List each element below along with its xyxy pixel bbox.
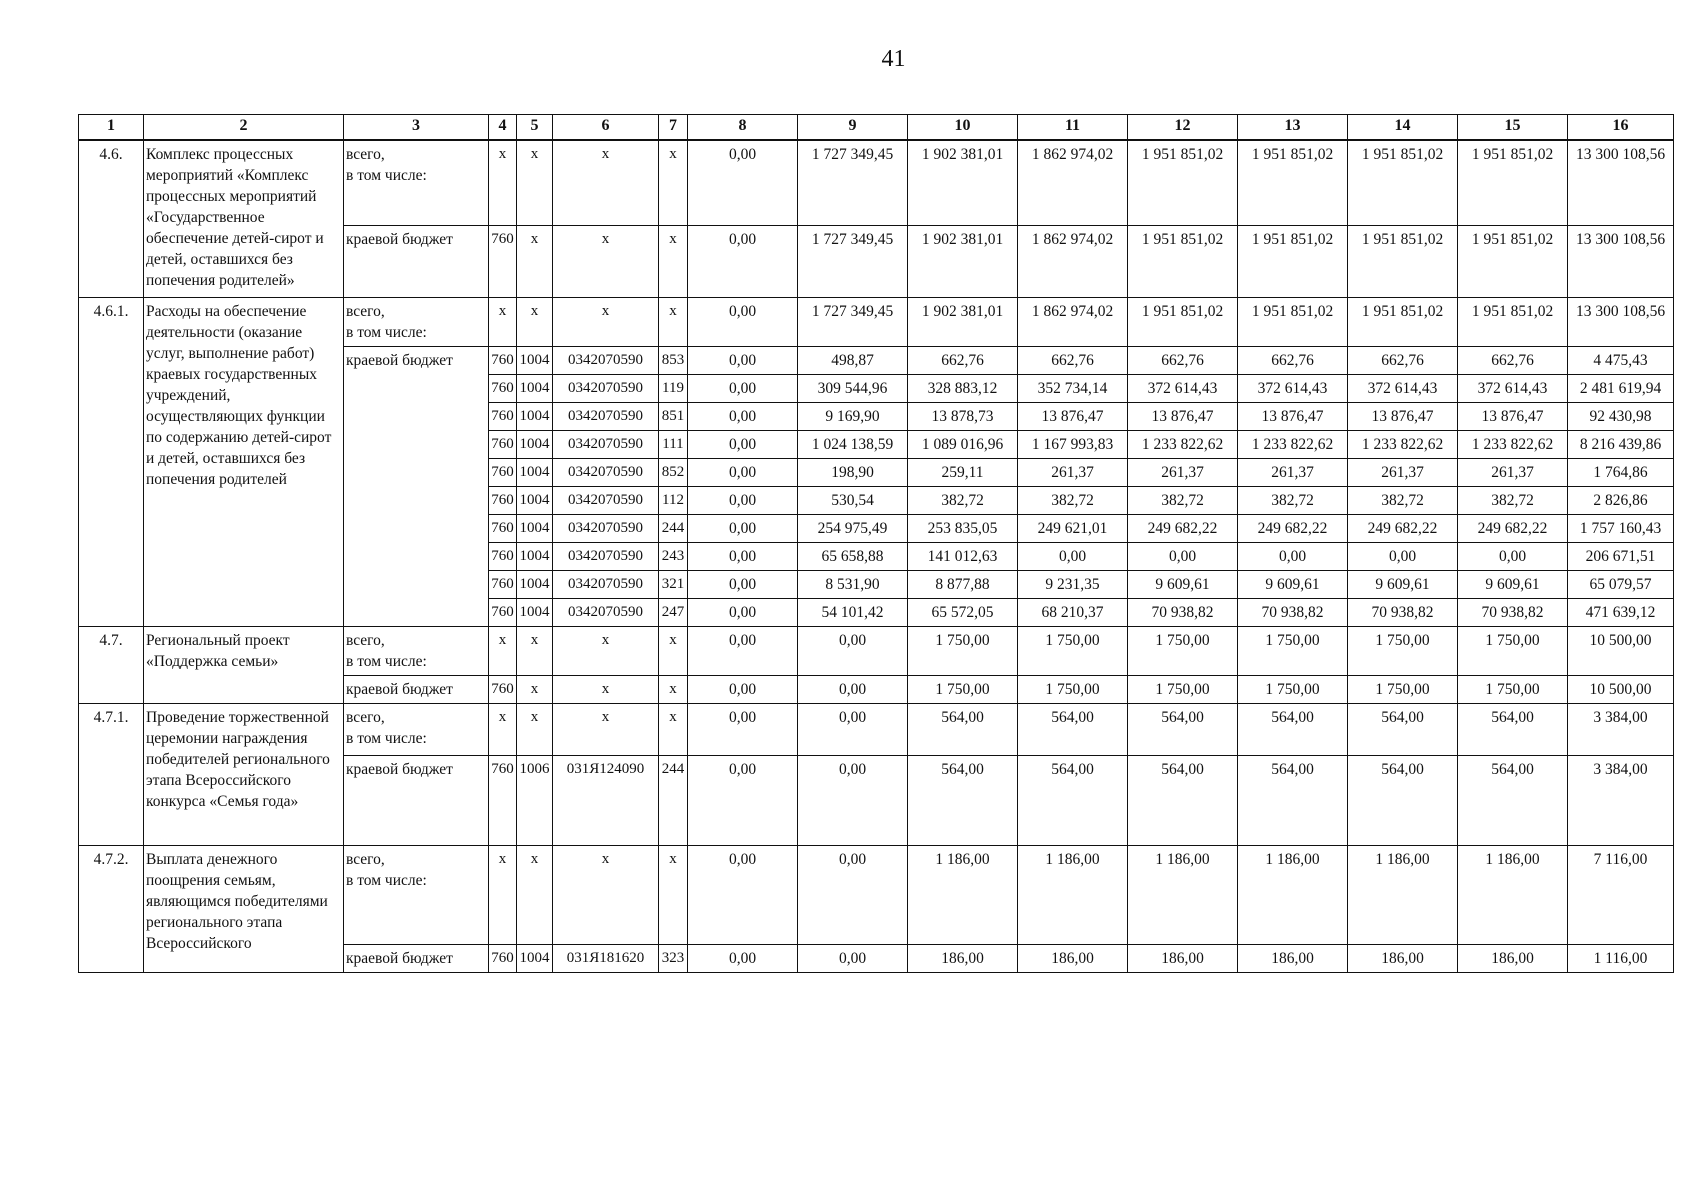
amount-cell: 662,76 [1348,347,1458,375]
amount-cell: 564,00 [1458,756,1568,846]
amount-cell: 1 951 851,02 [1238,298,1348,347]
amount-cell: 92 430,98 [1568,403,1674,431]
amount-cell: 0,00 [798,945,908,973]
funding-source: всего, в том числе: [344,704,489,756]
code-section: x [517,226,553,298]
amount-cell: 1 750,00 [1128,627,1238,676]
amount-cell: 1 186,00 [1458,846,1568,945]
amount-cell: 1 750,00 [1458,627,1568,676]
amount-cell: 662,76 [1018,347,1128,375]
amount-cell: 0,00 [688,571,798,599]
amount-cell: 0,00 [688,676,798,704]
amount-cell: 662,76 [1458,347,1568,375]
amount-cell: 13 300 108,56 [1568,140,1674,226]
amount-cell: 1 750,00 [1348,676,1458,704]
amount-cell: 70 938,82 [1128,599,1238,627]
amount-cell: 9 609,61 [1348,571,1458,599]
code-expense-type: x [659,704,688,756]
amount-cell: 564,00 [1128,704,1238,756]
amount-cell: 13 878,73 [908,403,1018,431]
amount-cell: 662,76 [908,347,1018,375]
amount-cell: 1 902 381,01 [908,226,1018,298]
amount-cell: 9 231,35 [1018,571,1128,599]
amount-cell: 65 658,88 [798,543,908,571]
code-target: x [553,846,659,945]
amount-cell: 1 951 851,02 [1128,226,1238,298]
amount-cell: 1 750,00 [1018,627,1128,676]
amount-cell: 564,00 [1348,704,1458,756]
amount-cell: 0,00 [688,459,798,487]
amount-cell: 564,00 [1348,756,1458,846]
amount-cell: 1 727 349,45 [798,298,908,347]
amount-cell: 0,00 [1128,543,1238,571]
amount-cell: 1 862 974,02 [1018,140,1128,226]
code-grbs: x [489,846,517,945]
amount-cell: 1 186,00 [1348,846,1458,945]
amount-cell: 3 384,00 [1568,756,1674,846]
amount-cell: 13 876,47 [1348,403,1458,431]
amount-cell: 1 116,00 [1568,945,1674,973]
amount-cell: 1 951 851,02 [1348,226,1458,298]
amount-cell: 1 902 381,01 [908,298,1018,347]
column-header: 9 [798,115,908,141]
code-expense-type: 243 [659,543,688,571]
row-number: 4.7.1. [79,704,144,846]
amount-cell: 65 572,05 [908,599,1018,627]
code-grbs: x [489,298,517,347]
amount-cell: 328 883,12 [908,375,1018,403]
amount-cell: 141 012,63 [908,543,1018,571]
code-section: 1004 [517,375,553,403]
code-expense-type: x [659,226,688,298]
amount-cell: 382,72 [1018,487,1128,515]
code-grbs: 760 [489,459,517,487]
amount-cell: 1 951 851,02 [1238,226,1348,298]
amount-cell: 0,00 [688,756,798,846]
amount-cell: 1 186,00 [1238,846,1348,945]
code-target: 0342070590 [553,571,659,599]
row-name: Проведение торжественной церемонии награждения победителей регионального этапа Всероссийского конкурса «Семья года» [144,704,344,846]
table-row [79,298,1674,347]
amount-cell: 1 233 822,62 [1238,431,1348,459]
code-section: x [517,676,553,704]
amount-cell: 206 671,51 [1568,543,1674,571]
column-header: 4 [489,115,517,141]
amount-cell: 471 639,12 [1568,599,1674,627]
amount-cell: 1 186,00 [1018,846,1128,945]
amount-cell: 1 951 851,02 [1348,298,1458,347]
amount-cell: 0,00 [798,756,908,846]
code-target: 0342070590 [553,403,659,431]
column-header: 16 [1568,115,1674,141]
amount-cell: 186,00 [1348,945,1458,973]
code-grbs: 760 [489,756,517,846]
amount-cell: 7 116,00 [1568,846,1674,945]
table-row [79,627,1674,676]
amount-cell: 564,00 [1458,704,1568,756]
amount-cell: 261,37 [1018,459,1128,487]
amount-cell: 1 750,00 [1458,676,1568,704]
column-header: 11 [1018,115,1128,141]
column-header: 15 [1458,115,1568,141]
code-grbs: 760 [489,347,517,375]
amount-cell: 253 835,05 [908,515,1018,543]
amount-cell: 1 233 822,62 [1348,431,1458,459]
amount-cell: 9 609,61 [1128,571,1238,599]
column-header: 10 [908,115,1018,141]
amount-cell: 0,00 [688,846,798,945]
amount-cell: 8 216 439,86 [1568,431,1674,459]
amount-cell: 382,72 [908,487,1018,515]
amount-cell: 1 862 974,02 [1018,226,1128,298]
table-row [79,704,1674,756]
amount-cell: 564,00 [1018,756,1128,846]
code-grbs: 760 [489,676,517,704]
amount-cell: 1 186,00 [1128,846,1238,945]
amount-cell: 1 750,00 [1238,627,1348,676]
code-grbs: 760 [489,515,517,543]
code-target: 0342070590 [553,431,659,459]
code-expense-type: 244 [659,515,688,543]
row-name: Региональный проект «Поддержка семьи» [144,627,344,704]
amount-cell: 261,37 [1348,459,1458,487]
amount-cell: 13 300 108,56 [1568,298,1674,347]
amount-cell: 662,76 [1238,347,1348,375]
amount-cell: 1 951 851,02 [1128,140,1238,226]
code-target: x [553,676,659,704]
amount-cell: 372 614,43 [1458,375,1568,403]
funding-source: краевой бюджет [344,347,489,627]
amount-cell: 382,72 [1458,487,1568,515]
code-section: x [517,704,553,756]
amount-cell: 564,00 [908,756,1018,846]
code-target: x [553,140,659,226]
amount-cell: 54 101,42 [798,599,908,627]
code-expense-type: 112 [659,487,688,515]
amount-cell: 382,72 [1238,487,1348,515]
amount-cell: 1 750,00 [1018,676,1128,704]
amount-cell: 0,00 [688,375,798,403]
amount-cell: 1 951 851,02 [1128,298,1238,347]
table-body [79,140,1674,973]
amount-cell: 0,00 [1018,543,1128,571]
code-section: 1004 [517,599,553,627]
amount-cell: 382,72 [1128,487,1238,515]
code-target: 031Я124090 [553,756,659,846]
code-section: x [517,140,553,226]
code-target: x [553,704,659,756]
amount-cell: 1 951 851,02 [1238,140,1348,226]
amount-cell: 0,00 [798,676,908,704]
amount-cell: 70 938,82 [1238,599,1348,627]
amount-cell: 530,54 [798,487,908,515]
amount-cell: 186,00 [1238,945,1348,973]
amount-cell: 0,00 [688,140,798,226]
row-number: 4.7.2. [79,846,144,973]
code-section: x [517,627,553,676]
code-target: 0342070590 [553,543,659,571]
amount-cell: 186,00 [1458,945,1568,973]
code-grbs: x [489,140,517,226]
code-expense-type: 111 [659,431,688,459]
amount-cell: 186,00 [908,945,1018,973]
amount-cell: 372 614,43 [1128,375,1238,403]
funding-source: всего, в том числе: [344,140,489,226]
code-expense-type: 119 [659,375,688,403]
code-target: 0342070590 [553,375,659,403]
amount-cell: 13 876,47 [1238,403,1348,431]
amount-cell: 0,00 [688,627,798,676]
amount-cell: 186,00 [1018,945,1128,973]
amount-cell: 0,00 [688,515,798,543]
amount-cell: 1 902 381,01 [908,140,1018,226]
amount-cell: 9 609,61 [1238,571,1348,599]
amount-cell: 261,37 [1128,459,1238,487]
amount-cell: 564,00 [1238,756,1348,846]
code-section: 1004 [517,515,553,543]
amount-cell: 372 614,43 [1238,375,1348,403]
code-grbs: 760 [489,375,517,403]
column-header: 5 [517,115,553,141]
amount-cell: 1 233 822,62 [1128,431,1238,459]
code-section: 1004 [517,403,553,431]
amount-cell: 8 531,90 [798,571,908,599]
code-grbs: x [489,627,517,676]
code-grbs: 760 [489,431,517,459]
amount-cell: 1 750,00 [1238,676,1348,704]
amount-cell: 372 614,43 [1348,375,1458,403]
amount-cell: 13 300 108,56 [1568,226,1674,298]
code-section: 1006 [517,756,553,846]
code-grbs: 760 [489,226,517,298]
funding-source: всего, в том числе: [344,627,489,676]
amount-cell: 261,37 [1238,459,1348,487]
amount-cell: 0,00 [688,347,798,375]
code-target: x [553,226,659,298]
funding-source: всего, в том числе: [344,846,489,945]
amount-cell: 0,00 [798,627,908,676]
amount-cell: 1 750,00 [1348,627,1458,676]
amount-cell: 10 500,00 [1568,627,1674,676]
code-expense-type: x [659,846,688,945]
funding-source: краевой бюджет [344,226,489,298]
amount-cell: 1 186,00 [908,846,1018,945]
code-section: 1004 [517,459,553,487]
header-row [79,115,1674,141]
amount-cell: 1 750,00 [908,676,1018,704]
code-expense-type: 247 [659,599,688,627]
code-grbs: 760 [489,543,517,571]
code-section: x [517,846,553,945]
amount-cell: 498,87 [798,347,908,375]
amount-cell: 0,00 [1238,543,1348,571]
row-number: 4.7. [79,627,144,704]
amount-cell: 65 079,57 [1568,571,1674,599]
row-name: Выплата денежного поощрения семьям, являющимся победителями регионального этапа Всероссийского [144,846,344,973]
amount-cell: 68 210,37 [1018,599,1128,627]
amount-cell: 1 951 851,02 [1458,140,1568,226]
amount-cell: 662,76 [1128,347,1238,375]
column-header: 13 [1238,115,1348,141]
amount-cell: 1 233 822,62 [1458,431,1568,459]
amount-cell: 0,00 [688,431,798,459]
code-target: 0342070590 [553,347,659,375]
amount-cell: 8 877,88 [908,571,1018,599]
amount-cell: 1 757 160,43 [1568,515,1674,543]
row-number: 4.6. [79,140,144,298]
code-expense-type: 853 [659,347,688,375]
code-target: x [553,627,659,676]
amount-cell: 1 750,00 [908,627,1018,676]
amount-cell: 564,00 [908,704,1018,756]
amount-cell: 259,11 [908,459,1018,487]
amount-cell: 2 481 619,94 [1568,375,1674,403]
code-expense-type: 321 [659,571,688,599]
amount-cell: 1 862 974,02 [1018,298,1128,347]
amount-cell: 0,00 [1458,543,1568,571]
code-expense-type: 323 [659,945,688,973]
code-target: x [553,298,659,347]
amount-cell: 0,00 [798,704,908,756]
budget-table [78,114,1674,973]
code-grbs: 760 [489,403,517,431]
amount-cell: 10 500,00 [1568,676,1674,704]
amount-cell: 4 475,43 [1568,347,1674,375]
code-target: 0342070590 [553,487,659,515]
amount-cell: 186,00 [1128,945,1238,973]
funding-source: всего, в том числе: [344,298,489,347]
column-header: 1 [79,115,144,141]
amount-cell: 3 384,00 [1568,704,1674,756]
row-name: Комплекс процессных мероприятий «Комплекс процессных мероприятий «Государственное обеспечение детей-сирот и детей, оставшихся без попечения родителей» [144,140,344,298]
code-expense-type: x [659,627,688,676]
code-section: 1004 [517,487,553,515]
row-number: 4.6.1. [79,298,144,627]
amount-cell: 249 682,22 [1128,515,1238,543]
code-section: 1004 [517,945,553,973]
amount-cell: 1 089 016,96 [908,431,1018,459]
column-header: 6 [553,115,659,141]
amount-cell: 9 609,61 [1458,571,1568,599]
code-target: 0342070590 [553,515,659,543]
amount-cell: 249 621,01 [1018,515,1128,543]
amount-cell: 0,00 [688,945,798,973]
amount-cell: 13 876,47 [1128,403,1238,431]
amount-cell: 198,90 [798,459,908,487]
amount-cell: 1 727 349,45 [798,226,908,298]
amount-cell: 70 938,82 [1348,599,1458,627]
amount-cell: 1 024 138,59 [798,431,908,459]
amount-cell: 1 727 349,45 [798,140,908,226]
amount-cell: 70 938,82 [1458,599,1568,627]
column-header: 8 [688,115,798,141]
amount-cell: 1 750,00 [1128,676,1238,704]
table-row [79,140,1674,226]
code-grbs: x [489,704,517,756]
code-section: 1004 [517,347,553,375]
amount-cell: 1 951 851,02 [1458,226,1568,298]
amount-cell: 9 169,90 [798,403,908,431]
amount-cell: 0,00 [688,298,798,347]
column-header: 14 [1348,115,1458,141]
code-grbs: 760 [489,487,517,515]
code-section: 1004 [517,543,553,571]
code-target: 0342070590 [553,599,659,627]
amount-cell: 0,00 [688,403,798,431]
funding-source: краевой бюджет [344,676,489,704]
amount-cell: 0,00 [688,704,798,756]
code-target: 031Я181620 [553,945,659,973]
amount-cell: 261,37 [1458,459,1568,487]
code-section: x [517,298,553,347]
amount-cell: 564,00 [1238,704,1348,756]
column-header: 2 [144,115,344,141]
code-section: 1004 [517,571,553,599]
amount-cell: 249 682,22 [1458,515,1568,543]
amount-cell: 1 951 851,02 [1348,140,1458,226]
amount-cell: 382,72 [1348,487,1458,515]
amount-cell: 254 975,49 [798,515,908,543]
amount-cell: 564,00 [1018,704,1128,756]
amount-cell: 1 764,86 [1568,459,1674,487]
amount-cell: 1 167 993,83 [1018,431,1128,459]
code-expense-type: 852 [659,459,688,487]
code-expense-type: x [659,298,688,347]
code-expense-type: 851 [659,403,688,431]
code-expense-type: x [659,140,688,226]
code-target: 0342070590 [553,459,659,487]
code-grbs: 760 [489,599,517,627]
amount-cell: 564,00 [1128,756,1238,846]
amount-cell: 0,00 [798,846,908,945]
amount-cell: 352 734,14 [1018,375,1128,403]
funding-source: краевой бюджет [344,945,489,973]
column-header: 7 [659,115,688,141]
row-name: Расходы на обеспечение деятельности (оказание услуг, выполнение работ) краевых государственных учреждений, осуществляющих функции по содержанию детей-сирот и детей, оставшихся без попечения родителей [144,298,344,627]
amount-cell: 13 876,47 [1458,403,1568,431]
amount-cell: 0,00 [688,543,798,571]
page-number: 41 [881,46,906,72]
code-section: 1004 [517,431,553,459]
code-grbs: 760 [489,945,517,973]
amount-cell: 2 826,86 [1568,487,1674,515]
column-header: 3 [344,115,489,141]
amount-cell: 0,00 [688,487,798,515]
amount-cell: 0,00 [688,226,798,298]
amount-cell: 1 951 851,02 [1458,298,1568,347]
funding-source: краевой бюджет [344,756,489,846]
column-header: 12 [1128,115,1238,141]
code-expense-type: x [659,676,688,704]
amount-cell: 13 876,47 [1018,403,1128,431]
amount-cell: 309 544,96 [798,375,908,403]
amount-cell: 249 682,22 [1348,515,1458,543]
code-grbs: 760 [489,571,517,599]
amount-cell: 0,00 [688,599,798,627]
amount-cell: 249 682,22 [1238,515,1348,543]
table-row [79,846,1674,945]
code-expense-type: 244 [659,756,688,846]
amount-cell: 0,00 [1348,543,1458,571]
